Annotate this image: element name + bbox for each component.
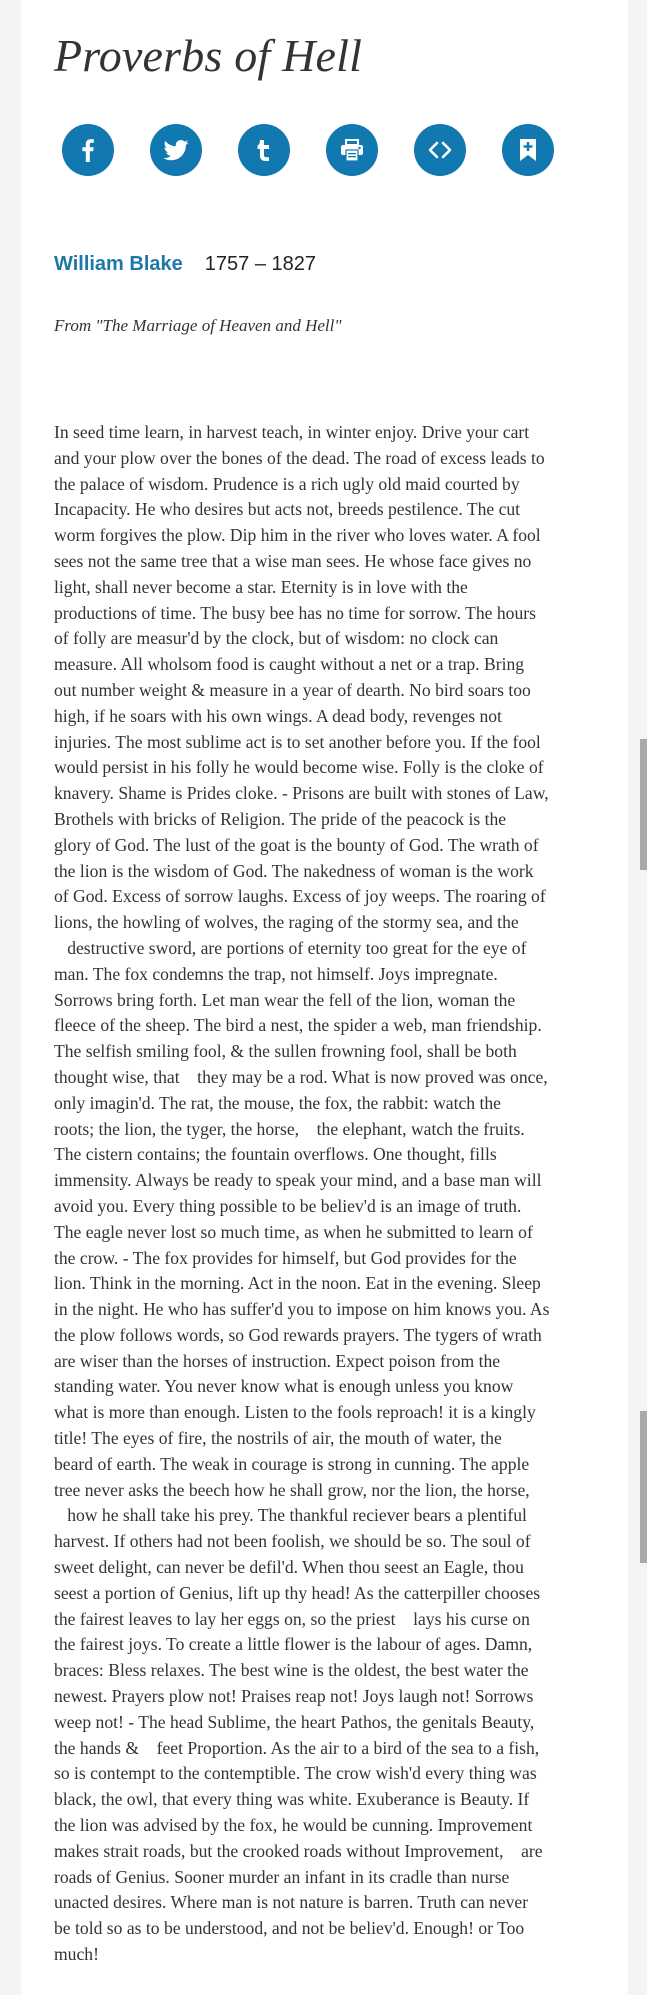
poem-line: and your plow over the bones of the dead. The road of excess leads to: [54, 447, 545, 468]
tumblr-icon: [249, 135, 279, 165]
poem-line: harvest. If others had not been foolish, we should be so. The soul of: [54, 1531, 531, 1552]
poem-line: the lion was advised by the fox, he would be cunning. Improvement: [54, 1815, 533, 1836]
poem-line: in the night. He who has suffer'd you to impose on him knows you. As: [54, 1299, 550, 1320]
poem-line: man. The fox condemns the trap, not himself. Joys impregnate.: [54, 963, 498, 984]
poem-line: beard of earth. The weak in courage is strong in cunning. The apple: [54, 1453, 530, 1474]
poem-line: of God. Excess of sorrow laughs. Excess of joy weeps. The roaring of: [54, 886, 546, 907]
poem-line: out number weight & measure in a year of dearth. No bird soars too: [54, 679, 531, 700]
share-tumblr-button[interactable]: [238, 124, 290, 176]
poem-line: much!: [54, 1944, 99, 1965]
share-facebook-button[interactable]: [62, 124, 114, 176]
poem-line: the fairest leaves to lay her eggs on, so the priest lays his curse on: [54, 1608, 530, 1629]
poem-line: fleece of the sheep. The bird a nest, the spider a web, man friendship.: [54, 1015, 542, 1036]
poem-line: thought wise, that they may be a rod. What is now proved was once,: [54, 1066, 548, 1087]
poem-line: would persist in his folly he would become wise. Folly is the cloke of: [54, 757, 544, 778]
poem-line: The eagle never lost so much time, as when he submitted to learn of: [54, 1221, 533, 1242]
poem-line: the fairest joys. To create a little flower is the labour of ages. Damn,: [54, 1634, 533, 1655]
poem-line: destructive sword, are portions of eternity too great for the eye of: [54, 937, 527, 958]
poem-line: injuries. The most sublime act is to set another before you. If the fool: [54, 731, 541, 752]
poem-line: the lion is the wisdom of God. The nakedness of woman is the work: [54, 860, 534, 881]
poem-line: the hands & feet Proportion. As the air to a bird of the sea to a fish,: [54, 1737, 540, 1758]
poem-line: tree never asks the beech how he shall grow, nor the lion, the horse,: [54, 1479, 530, 1500]
poem-line: the palace of wisdom. Prudence is a rich ugly old maid courted by: [54, 473, 520, 494]
poem-line: measure. All wholsom food is caught without a net or a trap. Bring: [54, 654, 525, 675]
poem-line: title! The eyes of fire, the nostrils of air, the mouth of water, the: [54, 1428, 502, 1449]
poem-line: light, shall never become a star. Eternity is in love with the: [54, 576, 468, 597]
poem-line: The selfish smiling fool, & the sullen frowning fool, shall be both: [54, 1041, 517, 1062]
poem-line: sweet delight, can never be defil'd. When thou seest an Eagle, thou: [54, 1557, 524, 1578]
poem-line: newest. Prayers plow not! Praises reap not! Joys laugh not! Sorrows: [54, 1686, 534, 1707]
poem-line: makes strait roads, but the crooked roads without Improvement, are: [54, 1840, 543, 1861]
poem-line: how he shall take his prey. The thankful reciever bears a plentiful: [54, 1505, 527, 1526]
author-link[interactable]: William Blake: [54, 253, 183, 275]
poem-title: Proverbs of Hell: [54, 30, 363, 81]
poem-line: Incapacity. He who desires but acts not, breeds pestilence. The cut: [54, 499, 521, 520]
poem-body: [54, 420, 614, 1968]
bookmark-plus-icon: [513, 135, 543, 165]
poem-line: be told so as to be understood, and not be believ'd. Enough! or Too: [54, 1918, 525, 1939]
poem-line: productions of time. The busy bee has no time for sorrow. The hours: [54, 602, 536, 623]
poem-line: weep not! - The head Sublime, the heart Pathos, the genitals Beauty,: [54, 1711, 535, 1732]
scrollbar-thumb[interactable]: [640, 739, 647, 870]
poem-line: what is more than enough. Listen to the fools reproach! it is a kingly: [54, 1402, 536, 1423]
poem-line: standing water. You never know what is enough unless you know: [54, 1376, 514, 1397]
poem-line: The cistern contains; the fountain overflows. One thought, fills: [54, 1144, 497, 1165]
poem-line: In seed time learn, in harvest teach, in winter enjoy. Drive your cart: [54, 422, 530, 442]
poem-line: unacted desires. Where man is not nature is barren. Truth can never: [54, 1892, 529, 1913]
poem-line: black, the owl, that every thing was white. Exuberance is Beauty. If: [54, 1789, 530, 1810]
poem-line: the plow follows words, so God rewards prayers. The tygers of wrath: [54, 1324, 542, 1345]
poem-line: Sorrows bring forth. Let man wear the fell of the lion, woman the: [54, 989, 516, 1010]
print-icon: [337, 135, 367, 165]
author-dates: 1757 – 1827: [204, 253, 316, 275]
poem-line: of folly are measur'd by the clock, but of wisdom: no clock can: [54, 628, 499, 649]
poem-line: are wiser than the horses of instruction. Expect poison from the: [54, 1350, 501, 1371]
code-icon: [425, 135, 455, 165]
poem-line: knavery. Shame is Prides cloke. - Prisons are built with stones of Law,: [54, 783, 549, 804]
poem-line: immensity. Always be ready to speak your mind, and a base man will: [54, 1170, 542, 1191]
share-bar: [62, 124, 554, 176]
poem-line: avoid you. Every thing possible to be believ'd is an image of truth.: [54, 1195, 522, 1216]
poem-line: seest a portion of Genius, lift up thy head! As the catterpiller chooses: [54, 1582, 541, 1603]
print-button[interactable]: [326, 124, 378, 176]
poem-line: only imagin'd. The rat, the mouse, the fox, the rabbit: watch the: [54, 1092, 501, 1113]
byline: [54, 251, 316, 277]
poem-source: From "The Marriage of Heaven and Hell": [54, 316, 342, 335]
poem-line: lion. Think in the morning. Act in the noon. Eat in the evening. Sleep: [54, 1273, 541, 1294]
share-twitter-button[interactable]: [150, 124, 202, 176]
poem-line: lions, the howling of wolves, the raging of the stormy sea, and the: [54, 912, 519, 933]
poem-line: the crow. - The fox provides for himself, but God provides for the: [54, 1247, 517, 1268]
poem-line: glory of God. The lust of the goat is the bounty of God. The wrath of: [54, 834, 539, 855]
poem-line: high, if he soars with his own wings. A dead body, revenges not: [54, 705, 502, 726]
poem-line: sees not the same tree that a wise man sees. He whose face gives no: [54, 550, 532, 571]
poem-line: roots; the lion, the tyger, the horse, the elephant, watch the fruits.: [54, 1118, 525, 1139]
twitter-icon: [161, 135, 191, 165]
poem-line: Brothels with bricks of Religion. The pride of the peacock is the: [54, 808, 507, 829]
poem-line: braces: Bless relaxes. The best wine is the oldest, the best water the: [54, 1660, 529, 1681]
bookmark-button[interactable]: [502, 124, 554, 176]
scrollbar-thumb[interactable]: [640, 1411, 647, 1563]
poem-line: worm forgives the plow. Dip him in the river who loves water. A fool: [54, 525, 541, 546]
facebook-icon: [73, 135, 103, 165]
poem-line: roads of Genius. Sooner murder an infant in its cradle than nurse: [54, 1866, 510, 1887]
poem-line: so is contempt to the contemptible. The crow wish'd every thing was: [54, 1763, 537, 1784]
embed-button[interactable]: [414, 124, 466, 176]
